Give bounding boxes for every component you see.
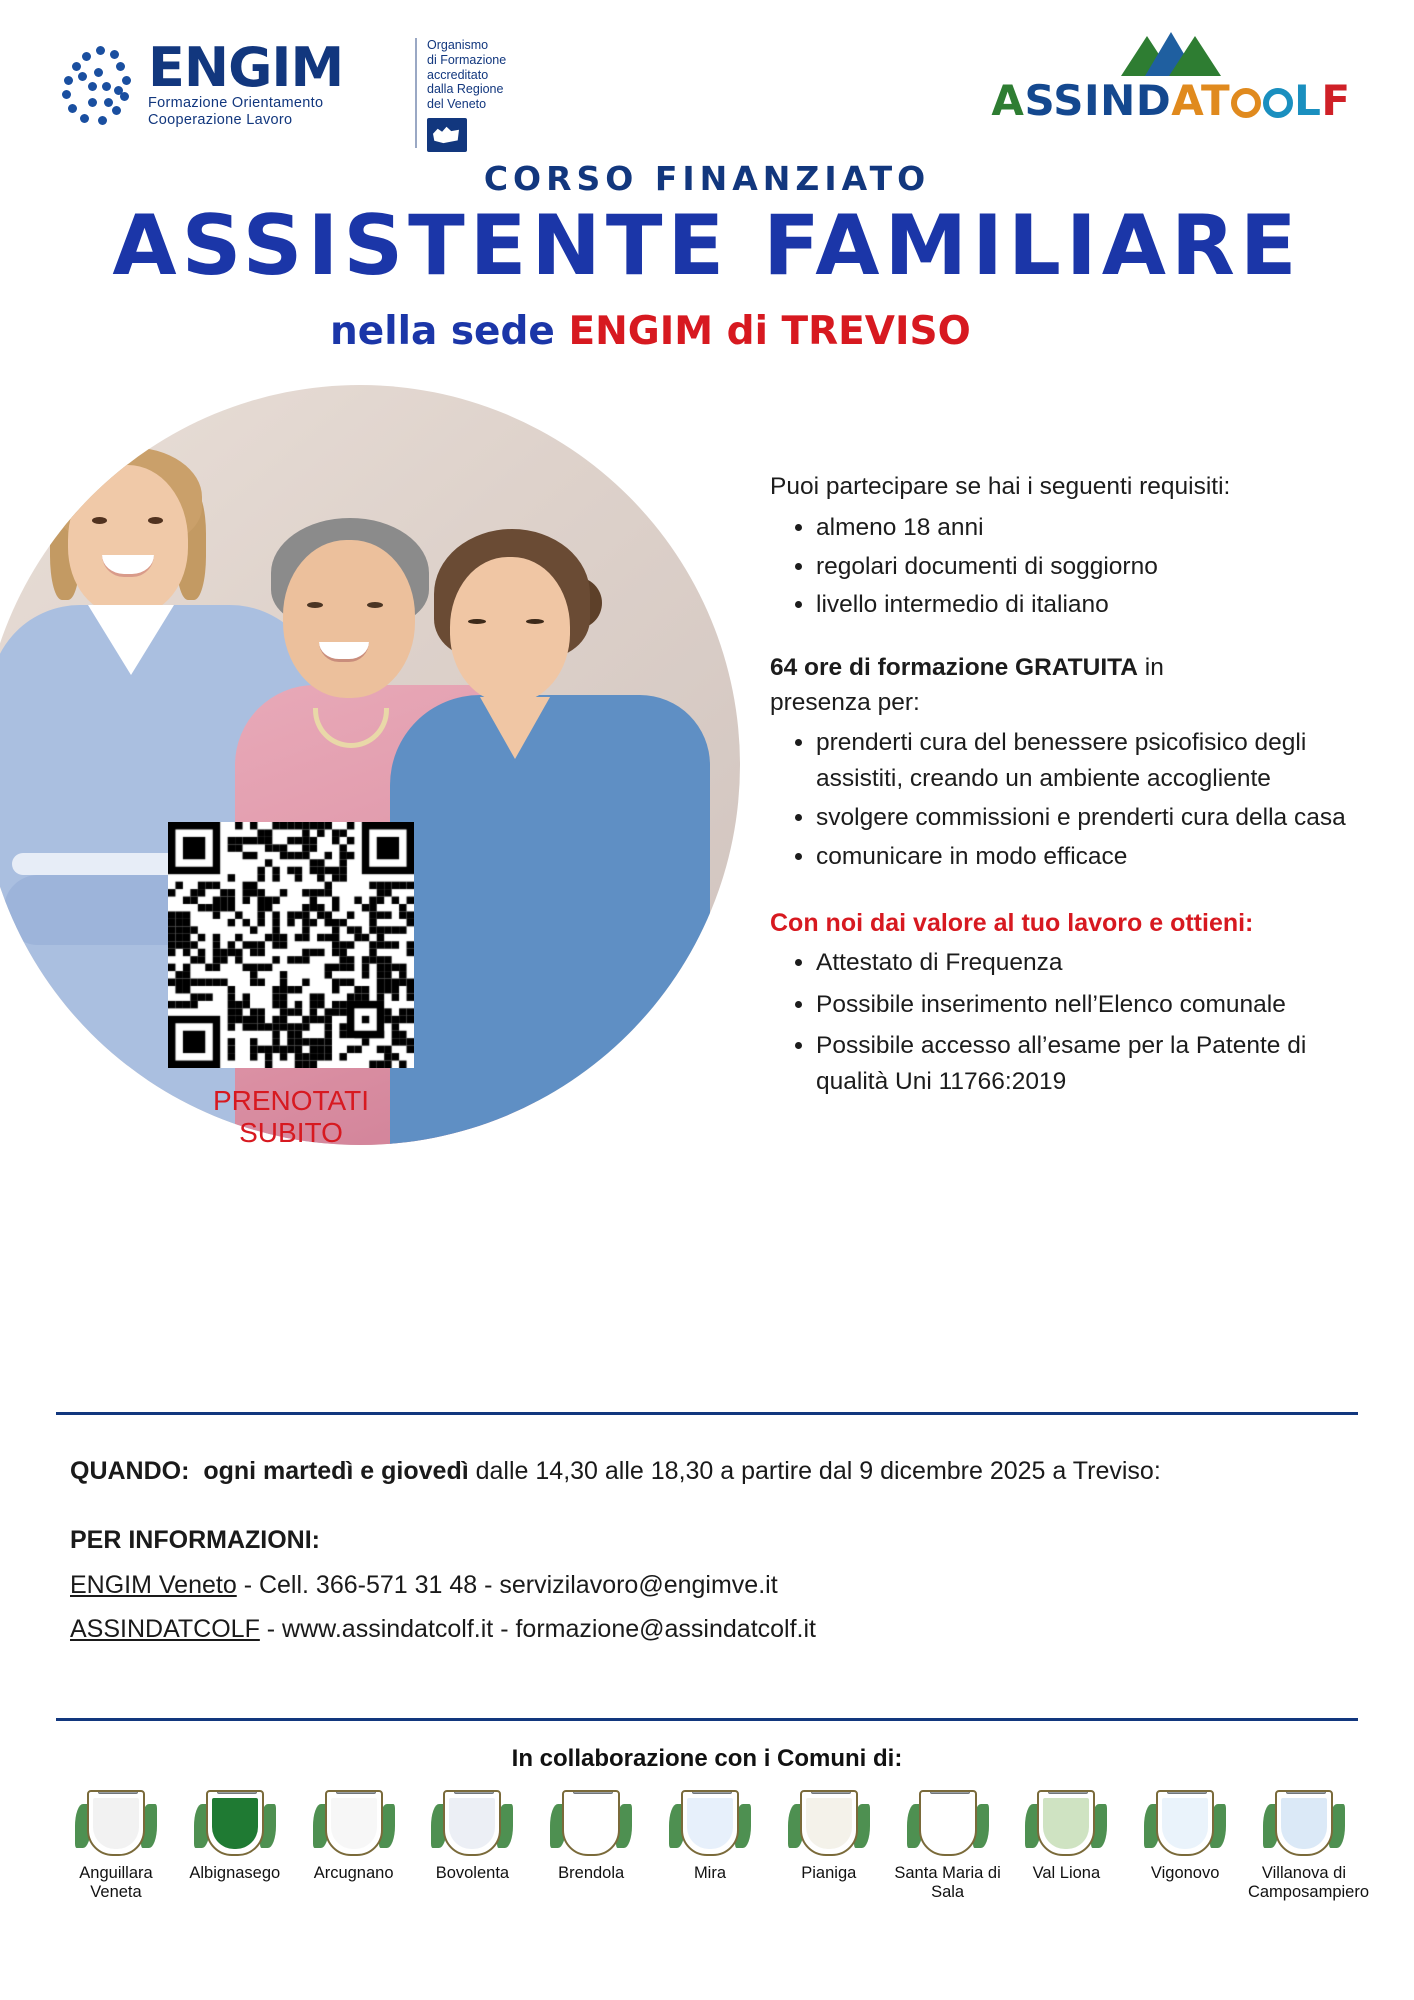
- contact-assindatcolf: [70, 1610, 1370, 1649]
- comune-crest: [298, 1790, 410, 1883]
- assindatcolf-logo: [976, 30, 1366, 125]
- contact-engim-detail: - Cell. 366-571 31 48 - servizilavoro@engimve.it: [236, 1570, 778, 1599]
- photo-person-caregiver: [410, 515, 710, 1145]
- training-headline-line2: presenza per:: [770, 688, 920, 716]
- comune-crest: [535, 1790, 647, 1883]
- veneto-lion-icon: [427, 118, 467, 152]
- divider-top: [56, 1412, 1358, 1415]
- training-headline: [770, 651, 1370, 721]
- comune-name: Arcugnano: [313, 1864, 394, 1882]
- veneto-line3: accreditato: [427, 67, 489, 82]
- comune-crest: [1129, 1790, 1241, 1883]
- qr-caption: PRENOTATI SUBITO: [212, 1085, 370, 1148]
- comune-name: Val Liona: [1032, 1864, 1101, 1882]
- course-location-subtitle: [0, 309, 1414, 354]
- assindatcolf-wordmark: ASSINDAT LF: [991, 76, 1351, 125]
- engim-tagline-line2: Cooperazione Lavoro: [148, 111, 293, 128]
- list-item: • Possibile inserimento nell’Elenco comunale: [816, 987, 1370, 1023]
- engim-tagline: [148, 95, 343, 128]
- engim-logo: [58, 36, 344, 129]
- training-list: [770, 725, 1370, 876]
- comune-name: Brendola: [558, 1864, 625, 1882]
- contact-engim: [70, 1566, 1370, 1605]
- comune-crest: [179, 1790, 291, 1883]
- page-title: ASSISTENTE FAMILIARE: [112, 197, 1302, 294]
- when-rest: dalle 14,30 alle 18,30 a partire dal 9 dicembre 2025 a Treviso:: [475, 1457, 1161, 1485]
- engim-wordmark: ENGIM: [148, 36, 344, 99]
- training-headline-bold: 64 ore di formazione GRATUITA: [770, 654, 1138, 682]
- comune-name: Santa Maria di Sala: [894, 1864, 1001, 1901]
- contact-assindatcolf-detail: - www.assindatcolf.it - formazione@assindatcolf.it: [259, 1615, 816, 1644]
- benefits-list: [770, 945, 1370, 1099]
- coat-of-arms-icon: [800, 1790, 858, 1856]
- assindatcolf-roof-icon: [1121, 30, 1221, 76]
- veneto-line2: di Formazione: [427, 52, 507, 67]
- coat-of-arms-icon: [562, 1790, 620, 1856]
- coat-of-arms-icon: [681, 1790, 739, 1856]
- list-item: • Possibile accesso all’esame per la Patente di qualità Uni 11766:2019: [816, 1028, 1370, 1099]
- comune-crest: [892, 1790, 1004, 1902]
- course-details: [770, 470, 1370, 1105]
- engim-dots-icon: [58, 42, 144, 128]
- coat-of-arms-icon: [1156, 1790, 1214, 1856]
- comune-name: Pianiga: [801, 1864, 857, 1882]
- list-item: • regolari documenti di soggiorno: [816, 550, 1370, 585]
- comune-name: Vigonovo: [1150, 1864, 1220, 1882]
- coat-of-arms-icon: [206, 1790, 264, 1856]
- when-label: QUANDO:: [70, 1457, 190, 1485]
- list-item: • comunicare in modo efficace: [816, 839, 1370, 876]
- comune-name: Mira: [693, 1864, 727, 1882]
- list-item: • livello intermedio di italiano: [816, 588, 1370, 623]
- qr-code-icon[interactable]: [168, 822, 414, 1068]
- comune-crest: [60, 1790, 172, 1902]
- comune-crest: [1010, 1790, 1122, 1883]
- when-line: [70, 1452, 1370, 1491]
- list-item: • Attestato di Frequenza: [816, 945, 1370, 981]
- benefits-headline: Con noi dai valore al tuo lavoro e ottieni:: [770, 908, 1254, 937]
- comune-name: Villanova di Camposampiero: [1247, 1864, 1370, 1901]
- list-item: • almeno 18 anni: [816, 511, 1370, 546]
- veneto-line5: del Veneto: [427, 97, 487, 111]
- coat-of-arms-icon: [443, 1790, 501, 1856]
- coat-of-arms-icon: [87, 1790, 145, 1856]
- poster-header: [0, 0, 1414, 175]
- comune-name: Anguillara Veneta: [79, 1864, 153, 1901]
- veneto-line4: dalla Regione: [427, 82, 504, 97]
- comune-crest: [1247, 1790, 1370, 1902]
- requirements-lead: Puoi partecipare se hai i seguenti requisiti:: [770, 473, 1231, 500]
- subtitle-prefix: nella sede: [330, 309, 569, 354]
- contact-engim-org: ENGIM Veneto: [70, 1570, 237, 1599]
- qr-block: [168, 822, 414, 1149]
- contact-assindatcolf-org: ASSINDATCOLF: [70, 1615, 260, 1644]
- comuni-crest-list: [60, 1790, 1370, 1902]
- subtitle-highlight: ENGIM di TREVISO: [568, 309, 971, 354]
- divider-bottom: [56, 1718, 1358, 1721]
- veneto-line1: Organismo: [427, 38, 489, 52]
- comuni-title: In collaborazione con i Comuni di:: [511, 1745, 903, 1772]
- coat-of-arms-icon: [919, 1790, 977, 1856]
- contacts-label: PER INFORMAZIONI:: [70, 1525, 320, 1554]
- requirements-list: [770, 511, 1370, 623]
- regione-veneto-accreditation: [415, 38, 507, 148]
- course-kicker: CORSO FINANZIATO: [483, 159, 931, 198]
- coat-of-arms-icon: [1275, 1790, 1333, 1856]
- engim-tagline-line1: Formazione Orientamento: [148, 95, 324, 112]
- comune-crest: [654, 1790, 766, 1883]
- comune-name: Bovolenta: [435, 1864, 510, 1882]
- coat-of-arms-icon: [325, 1790, 383, 1856]
- coat-of-arms-icon: [1037, 1790, 1095, 1856]
- comune-crest: [416, 1790, 528, 1883]
- info-block: [70, 1452, 1370, 1649]
- when-bold: ogni martedì e giovedì: [203, 1457, 469, 1485]
- training-headline-rest: in: [1138, 654, 1164, 682]
- list-item: • svolgere commissioni e prenderti cura della casa: [816, 800, 1370, 837]
- comune-crest: [773, 1790, 885, 1883]
- list-item: • prenderti cura del benessere psicofisico degli assistiti, creando un ambiente accogliente: [816, 725, 1370, 799]
- comune-name: Albignasego: [189, 1864, 281, 1882]
